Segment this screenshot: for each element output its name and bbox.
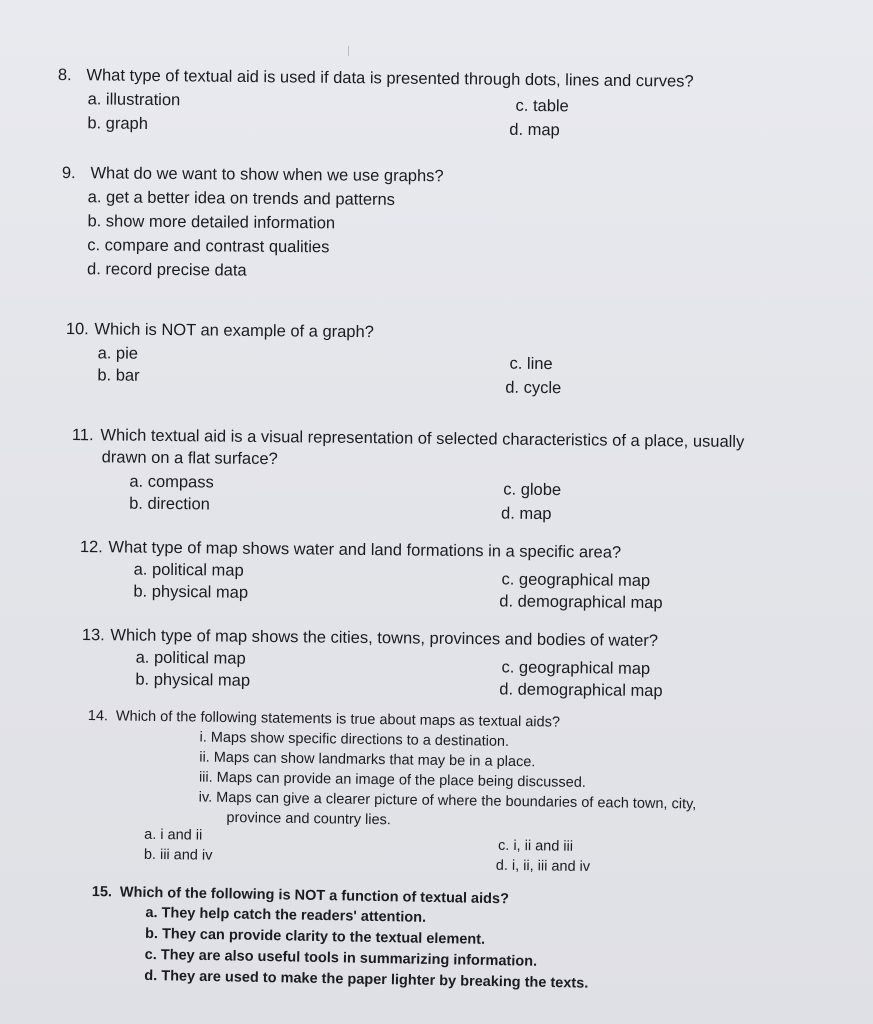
question-text: What type of map shows water and land formations in a specific area?: [108, 538, 622, 562]
question-stem: [66, 318, 626, 346]
option-d: d. cycle: [505, 378, 562, 398]
option-b: b. They can provide clarity to the textual element.: [144, 925, 486, 948]
stray-mark: [348, 46, 349, 56]
option-b: b. graph: [87, 114, 149, 133]
option-a: a. compass: [129, 472, 214, 492]
option-b: b. physical map: [133, 582, 249, 602]
option-b: b. iii and iv: [143, 846, 213, 864]
option-b: b. direction: [129, 494, 210, 514]
option-a: a. illustration: [87, 90, 181, 110]
option-c: c. globe: [503, 480, 562, 500]
question-text: Which type of map shows the cities, towns, provinces and bodies of water?: [110, 626, 659, 651]
option-a: a. get a better idea on trends and patterns: [87, 188, 396, 209]
question-number: 15.: [91, 883, 113, 901]
option-c: c. line: [509, 354, 553, 374]
option-b: b. show more detailed information: [87, 212, 336, 233]
option-d: d. map: [509, 120, 560, 140]
option-d: d. They are used to make the paper lighter by breaking the texts.: [144, 967, 589, 992]
question-text-continued: drawn on a flat surface?: [101, 448, 278, 469]
statement-iv-continued: province and country lies.: [226, 809, 391, 829]
option-a: a. They help catch the readers' attention.: [145, 904, 427, 926]
option-a: a. pie: [97, 344, 139, 363]
statement-iv: iv. Maps can give a clearer picture of where the boundaries of each town, city,: [198, 789, 697, 813]
statement-i: i. Maps show specific directions to a destination.: [199, 729, 510, 750]
option-c: c. table: [515, 96, 569, 116]
question-stem: [62, 162, 582, 189]
option-c: c. compare and contrast qualities: [87, 236, 330, 257]
option-d: d. map: [500, 504, 552, 524]
option-a: a. political map: [135, 648, 246, 668]
question-text: What do we want to show when we use graphs?: [90, 164, 444, 186]
question-number: 8.: [57, 65, 72, 85]
option-a: a. i and ii: [144, 826, 203, 844]
option-d: d. demographical map: [499, 592, 663, 613]
question-number: 13.: [81, 625, 105, 645]
option-b: b. physical map: [135, 670, 251, 690]
option-c: c. i, ii and iii: [497, 837, 574, 855]
option-d: d. record precise data: [86, 260, 247, 280]
question-11: [71, 424, 862, 532]
question-text: Which of the following is NOT a function of textual aids?: [119, 884, 510, 908]
option-d: d. demographical map: [499, 680, 663, 701]
question-10: [65, 318, 626, 404]
question-8: [57, 64, 858, 152]
question-14: [86, 706, 848, 877]
option-d: d. i, ii, iii and iv: [495, 857, 591, 876]
statement-ii: ii. Maps can show landmarks that may be in a place.: [199, 749, 536, 771]
question-text: Which is NOT an example of a graph?: [94, 320, 374, 342]
question-number: 14.: [87, 707, 109, 725]
question-number: 12.: [79, 537, 103, 557]
question-13: [81, 624, 762, 711]
question-9: [61, 162, 582, 287]
statement-iii: iii. Maps can provide an image of the place being discussed.: [198, 769, 586, 791]
question-number: 11.: [71, 425, 94, 445]
option-c: c. geographical map: [501, 658, 651, 678]
question-15: [90, 882, 692, 1002]
option-c: c. They are also useful tools in summarizing information.: [144, 946, 538, 970]
question-12: [79, 536, 720, 623]
option-b: b. bar: [97, 366, 140, 385]
question-number: 10.: [65, 319, 89, 339]
question-text: Which textual aid is a visual representation of selected characteristics of a place, usually: [100, 426, 745, 452]
question-text: Which of the following statements is true about maps as textual aids?: [115, 708, 561, 731]
option-a: a. political map: [133, 560, 244, 580]
question-number: 9.: [61, 163, 76, 183]
option-c: c. geographical map: [501, 570, 651, 590]
question-text: What type of textual aid is used if data is presented through dots, lines and curves?: [86, 66, 694, 91]
